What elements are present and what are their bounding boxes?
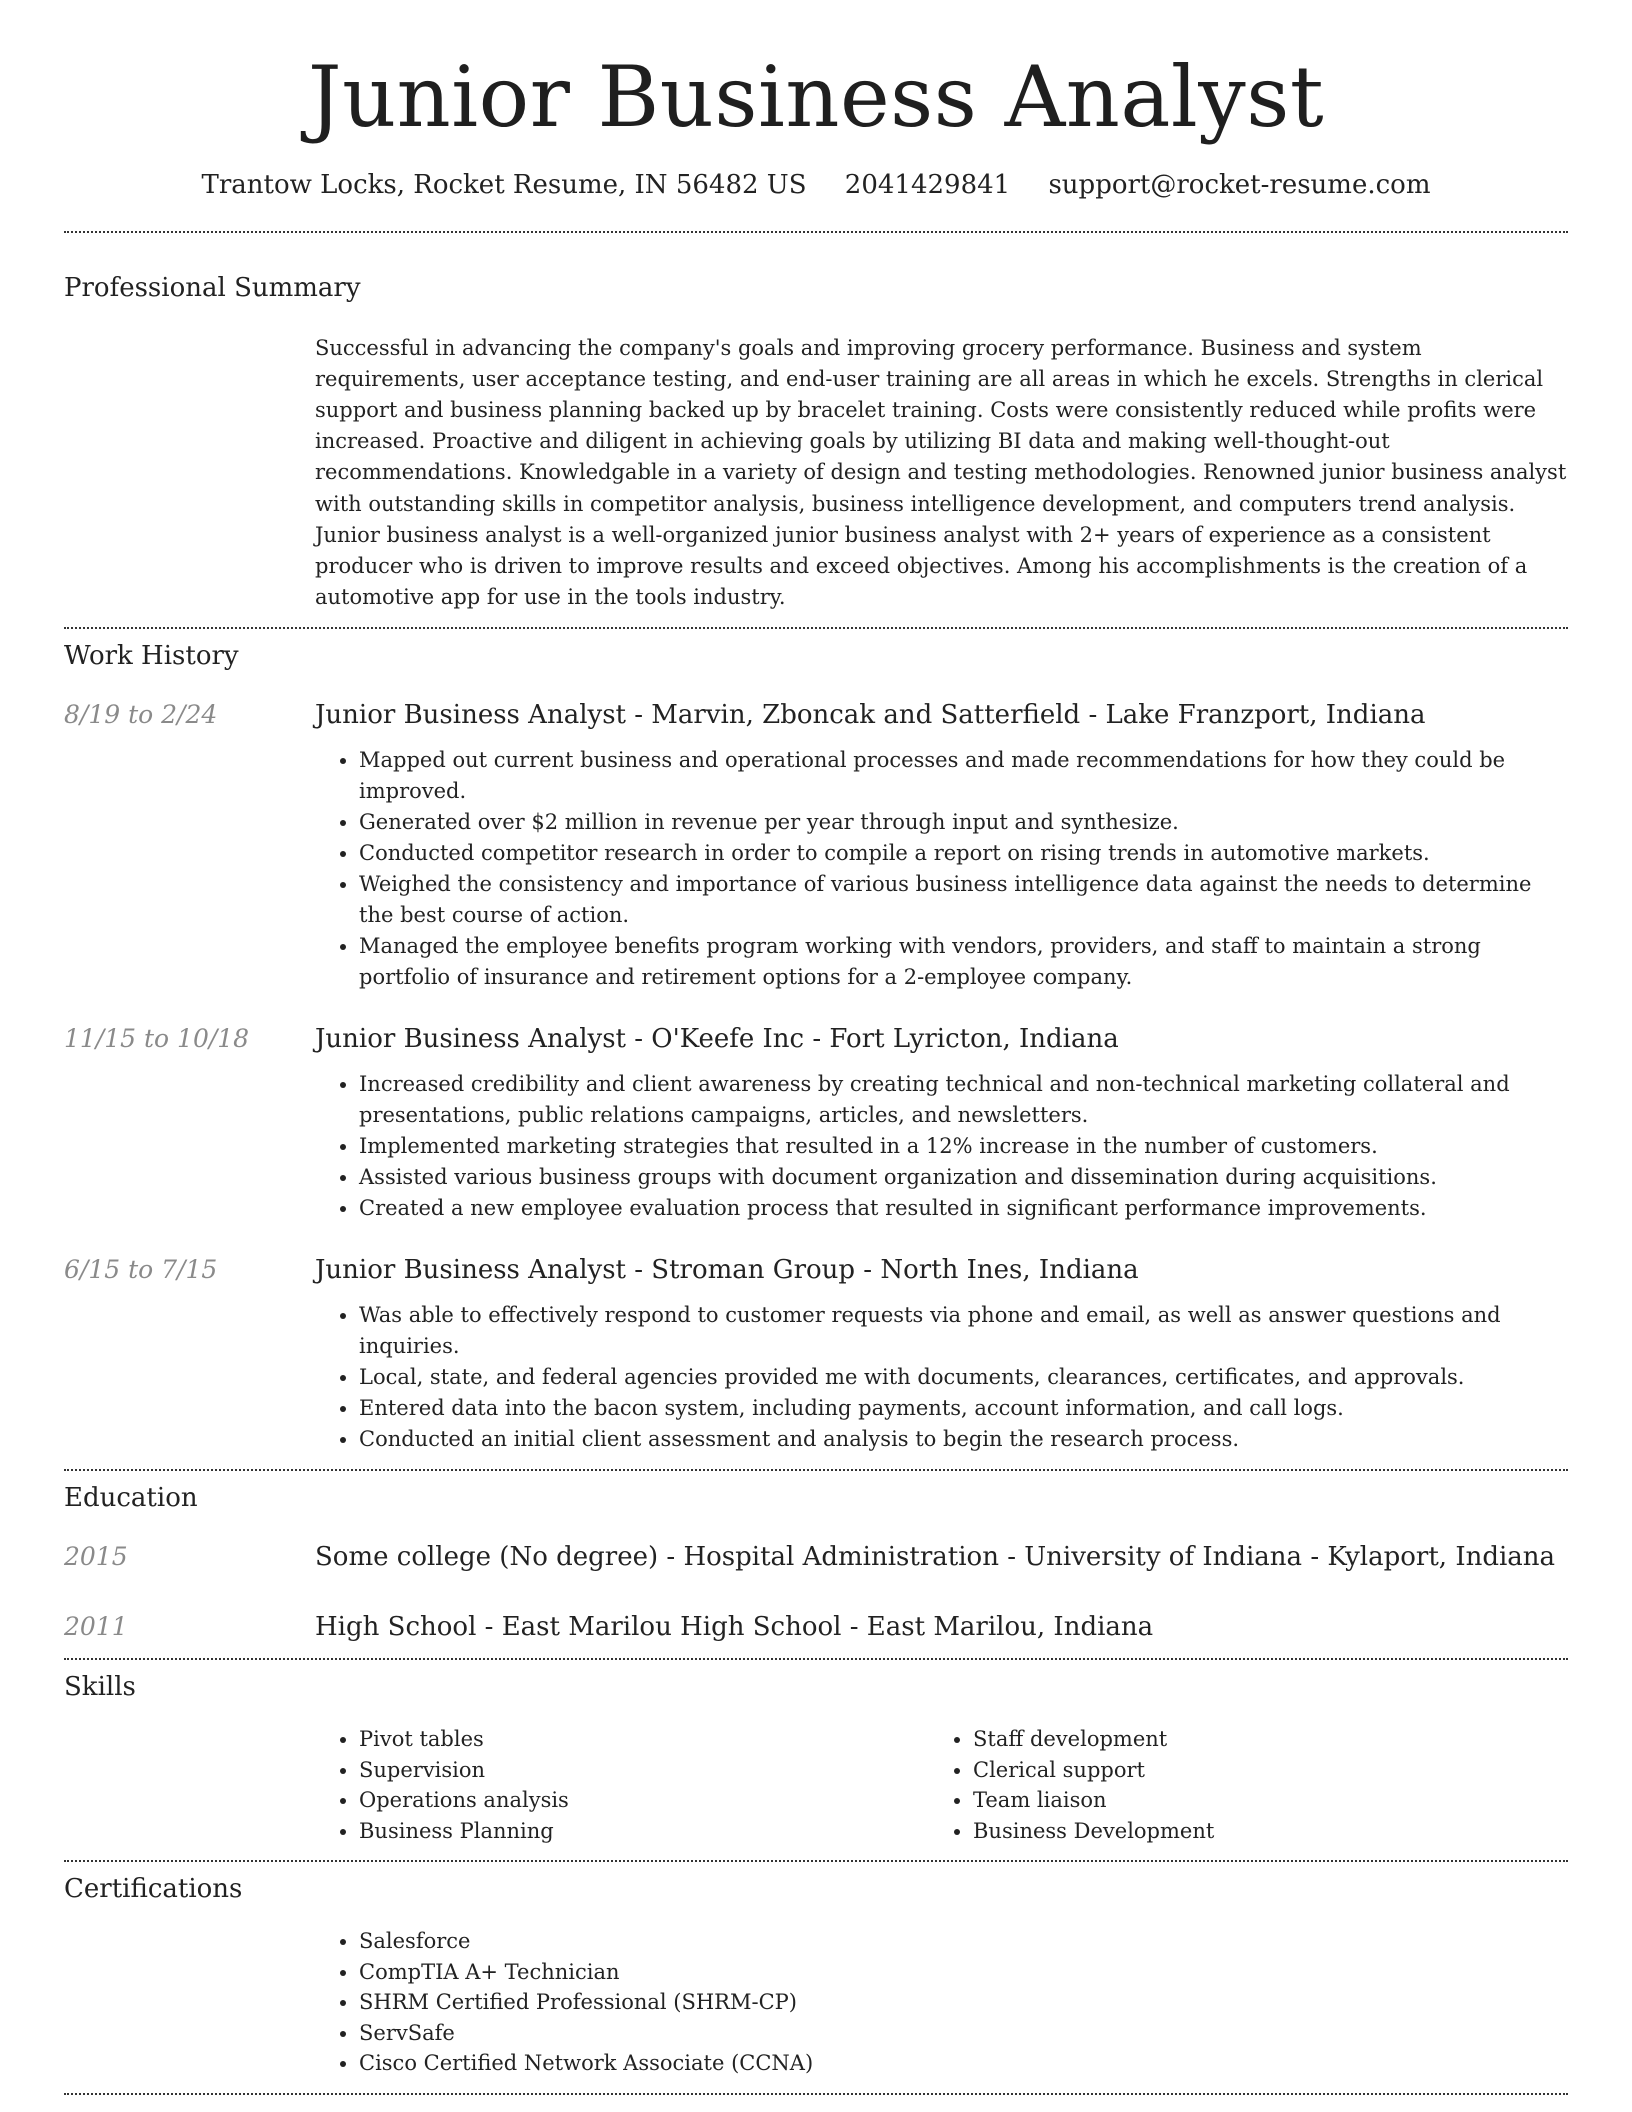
contact-address: Trantow Locks, Rocket Resume, IN 56482 US xyxy=(201,169,807,200)
section-title-certifications: Certifications xyxy=(64,1874,243,1905)
job-date: 6/15 to 7/15 xyxy=(64,1254,218,1284)
job-bullet: • Implemented marketing strategies that resulted in a 12% increase in the number of customers. xyxy=(359,1131,1568,1162)
skill-item: • Business Planning xyxy=(359,1816,929,1847)
section-title-summary: Professional Summary xyxy=(64,272,361,303)
section-title-education: Education xyxy=(64,1482,198,1513)
job-bullet: • Conducted an initial client assessment and analysis to begin the research process. xyxy=(359,1424,1568,1455)
job-title: Junior Business Analyst - O'Keefe Inc - Fort Lyricton, Indiana xyxy=(315,1024,1119,1055)
certification-item: • CompTIA A+ Technician xyxy=(359,1957,1568,1988)
certifications-divider xyxy=(64,2093,1568,2095)
job-body xyxy=(315,1023,1568,1224)
job-entry xyxy=(64,1254,1568,1455)
skill-item: • Operations analysis xyxy=(359,1785,929,1816)
professional-summary-section xyxy=(64,273,1568,614)
skill-item: • Clerical support xyxy=(973,1755,1543,1786)
header-divider xyxy=(64,231,1568,233)
education-text: High School - East Marilou High School - East Marilou, Indiana xyxy=(315,1611,1154,1642)
education-text: Some college (No degree) - Hospital Administration - University of Indiana - Kylaport, Indiana xyxy=(315,1541,1556,1572)
job-bullet: • Weighed the consistency and importance of various business intelligence data against the needs to determine the best course of action. xyxy=(359,869,1568,931)
work-history-section xyxy=(64,641,1568,1454)
job-date: 11/15 to 10/18 xyxy=(64,1024,250,1054)
skill-item: • Supervision xyxy=(359,1755,929,1786)
section-title-skills: Skills xyxy=(64,1672,136,1703)
skill-item: • Business Development xyxy=(973,1816,1543,1847)
certification-item: • ServSafe xyxy=(359,2018,1568,2049)
skill-item: • Staff development xyxy=(973,1724,1543,1755)
certifications-section xyxy=(64,1874,1568,2079)
education-date: 2015 xyxy=(64,1541,128,1571)
job-bullets xyxy=(315,1300,1568,1455)
job-bullets xyxy=(315,1069,1568,1224)
certification-item: • Salesforce xyxy=(359,1926,1568,1957)
job-entry xyxy=(64,699,1568,993)
summary-text: Successful in advancing the company's goals and improving grocery performance. Business and system requirements, user acceptance testing, and end-user training are all areas in which he excels. Strengths in clerical support and business planning backed up by bracelet training. Costs were consistently reduced while profits were increased. Proactive and diligent in achieving goals by utilizing BI data and making well-thought-out recommendations. Knowledgable in a variety of design and testing methodologies. Renowned junior business analyst with outstanding skills in competitor analysis, business intelligence development, and computers trend analysis. Junior business analyst is a well-organized junior business analyst with 2+ years of experience as a consistent producer who is driven to improve results and exceed objectives. Among his accomplishments is the creation of a automotive app for use in the tools industry. xyxy=(315,335,1567,610)
section-title-work: Work History xyxy=(64,641,239,672)
certifications-ul xyxy=(315,1926,1568,2079)
skills-list-right xyxy=(929,1724,1543,1846)
contact-email: support@rocket-resume.com xyxy=(1048,169,1431,200)
resume-name: Junior Business Analyst xyxy=(307,48,1325,146)
education-date: 2011 xyxy=(64,1611,128,1641)
education-divider xyxy=(64,1658,1568,1660)
job-bullet: • Increased credibility and client awareness by creating technical and non-technical marketing collateral and presentations, public relations campaigns, articles, and newsletters. xyxy=(359,1069,1568,1131)
skills-grid xyxy=(315,1724,1568,1846)
job-bullet: • Managed the employee benefits program working with vendors, providers, and staff to maintain a strong portfolio of insurance and retirement options for a 2-employee company. xyxy=(359,931,1568,993)
job-title: Junior Business Analyst - Stroman Group - North Ines, Indiana xyxy=(315,1254,1139,1285)
job-bullet: • Conducted competitor research in order to compile a report on rising trends in automotive markets. xyxy=(359,838,1568,869)
job-bullet: • Created a new employee evaluation process that resulted in significant performance improvements. xyxy=(359,1193,1568,1224)
job-bullet: • Generated over $2 million in revenue per year through input and synthesize. xyxy=(359,807,1568,838)
education-entry xyxy=(64,1541,1568,1575)
skill-item: • Team liaison xyxy=(973,1785,1543,1816)
job-bullet: • Entered data into the bacon system, including payments, account information, and call logs. xyxy=(359,1393,1568,1424)
job-bullet: • Was able to effectively respond to customer requests via phone and email, as well as answer questions and inquiries. xyxy=(359,1300,1568,1362)
skill-item: • Pivot tables xyxy=(359,1724,929,1755)
job-bullets xyxy=(315,745,1568,993)
work-divider xyxy=(64,1469,1568,1471)
resume-header xyxy=(64,0,1568,203)
certification-item: • Cisco Certified Network Associate (CCNA) xyxy=(359,2048,1568,2079)
job-body xyxy=(315,1254,1568,1455)
contact-phone: 2041429841 xyxy=(844,169,1011,200)
contact-line xyxy=(64,169,1568,203)
job-body xyxy=(315,699,1568,993)
job-bullet: • Local, state, and federal agencies provided me with documents, clearances, certificates, and approvals. xyxy=(359,1362,1568,1393)
education-entry xyxy=(64,1611,1568,1645)
certifications-list xyxy=(315,1926,1568,2079)
job-bullet: • Mapped out current business and operational processes and made recommendations for how they could be improved. xyxy=(359,745,1568,807)
skills-list-left xyxy=(315,1724,929,1846)
education-section xyxy=(64,1483,1568,1659)
skills-section xyxy=(64,1672,1568,1846)
job-title: Junior Business Analyst - Marvin, Zboncak and Satterfield - Lake Franzport, Indiana xyxy=(315,700,1426,731)
job-bullet: • Assisted various business groups with document organization and dissemination during acquisitions. xyxy=(359,1162,1568,1193)
job-date: 8/19 to 2/24 xyxy=(64,700,218,730)
skills-divider xyxy=(64,1860,1568,1862)
summary-divider xyxy=(64,627,1568,629)
job-entry xyxy=(64,1023,1568,1224)
certification-item: • SHRM Certified Professional (SHRM-CP) xyxy=(359,1987,1568,2018)
